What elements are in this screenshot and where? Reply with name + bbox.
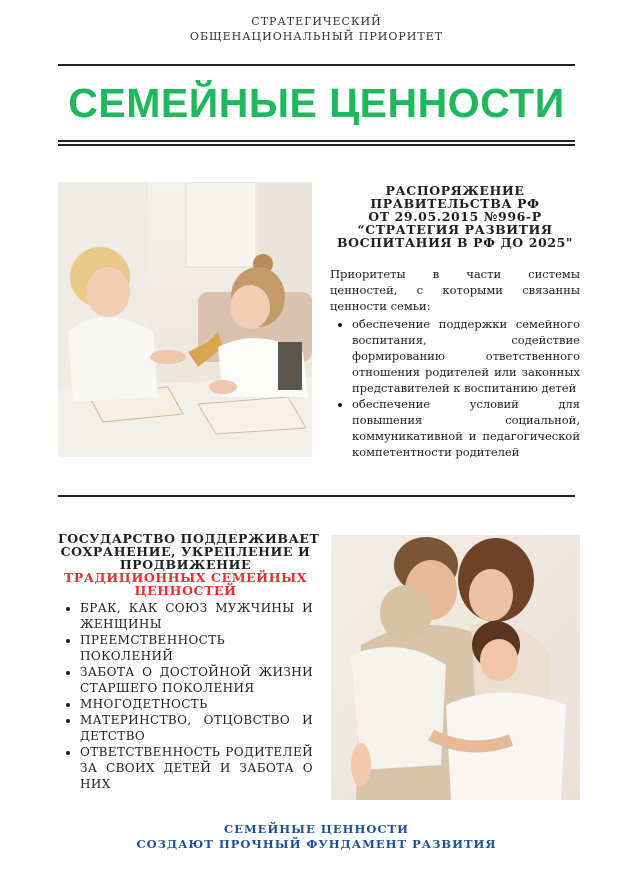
- footer-line-2: СОЗДАЮТ ПРОЧНЫЙ ФУНДАМЕНТ РАЗВИТИЯ: [136, 837, 497, 851]
- state-line-2: СОХРАНЕНИЕ, УКРЕПЛЕНИЕ И: [60, 544, 311, 559]
- kicker-line-1: СТРАТЕГИЧЕСКИЙ: [251, 15, 382, 28]
- value-item: • ПРЕЕМСТВЕННОСТЬ ПОКОЛЕНИЙ: [80, 632, 313, 664]
- state-red-line-2: ЦЕННОСТЕЙ: [134, 583, 237, 598]
- footer-slogan: [0, 822, 633, 852]
- order-line-4: “СТРАТЕГИЯ РАЗВИТИЯ: [357, 222, 553, 237]
- priority-item: • обеспечение поддержки семейного воспитания, содействие формированию ответственного отношения родителей или законных представителей к воспитанию детей: [352, 316, 580, 396]
- children-reading-photo: [58, 182, 312, 457]
- footer-line-1: СЕМЕЙНЫЕ ЦЕННОСТИ: [224, 822, 409, 836]
- header-kicker: [0, 14, 633, 44]
- priorities-block: [330, 266, 580, 460]
- state-heading: [58, 531, 320, 598]
- order-line-3: ОТ 29.05.2015 №996-Р: [368, 209, 542, 224]
- value-item: • ОТВЕТСТВЕННОСТЬ РОДИТЕЛЕЙ ЗА СВОИХ ДЕТЕЙ И ЗАБОТА О НИХ: [80, 744, 313, 792]
- title-double-divider: [58, 140, 575, 146]
- priorities-list: [330, 316, 580, 460]
- middle-divider: [58, 495, 575, 497]
- order-heading: [330, 184, 580, 249]
- order-line-5: ВОСПИТАНИЯ В РФ ДО 2025": [336, 235, 574, 250]
- state-line-3: ПРОДВИЖЕНИЕ: [119, 557, 252, 572]
- value-item: • МАТЕРИНСТВО, ОТЦОВСТВО И ДЕТСТВО: [80, 712, 313, 744]
- priorities-intro: Приоритеты в части системы ценностей, с которыми связанны ценности семьи:: [330, 267, 580, 313]
- kicker-line-2: ОБЩЕНАЦИОНАЛЬНЫЙ ПРИОРИТЕТ: [189, 30, 444, 43]
- value-item: • ЗАБОТА О ДОСТОЙНОЙ ЖИЗНИ СТАРШЕГО ПОКОЛЕНИЯ: [80, 664, 313, 696]
- page-title: СЕМЕЙНЫЕ ЦЕННОСТИ: [68, 80, 565, 126]
- value-item: • БРАК, КАК СОЮЗ МУЖЧИНЫ И ЖЕНЩИНЫ: [80, 600, 313, 632]
- order-line-2: ПРАВИТЕЛЬСТВА РФ: [370, 196, 540, 211]
- family-hug-photo: [331, 535, 580, 800]
- top-divider: [58, 64, 575, 66]
- state-line-1: ГОСУДАРСТВО ПОДДЕРЖИВАЕТ: [58, 531, 320, 546]
- value-item: • МНОГОДЕТНОСТЬ: [80, 696, 313, 712]
- traditional-values-list: [58, 600, 313, 792]
- order-line-1: РАСПОРЯЖЕНИЕ: [385, 183, 525, 198]
- priority-item: • обеспечение условий для повышения социальной, коммуникативной и педагогической компетентности родителей: [352, 396, 580, 460]
- state-red-line-1: ТРАДИЦИОННЫХ СЕМЕЙНЫХ: [63, 570, 308, 585]
